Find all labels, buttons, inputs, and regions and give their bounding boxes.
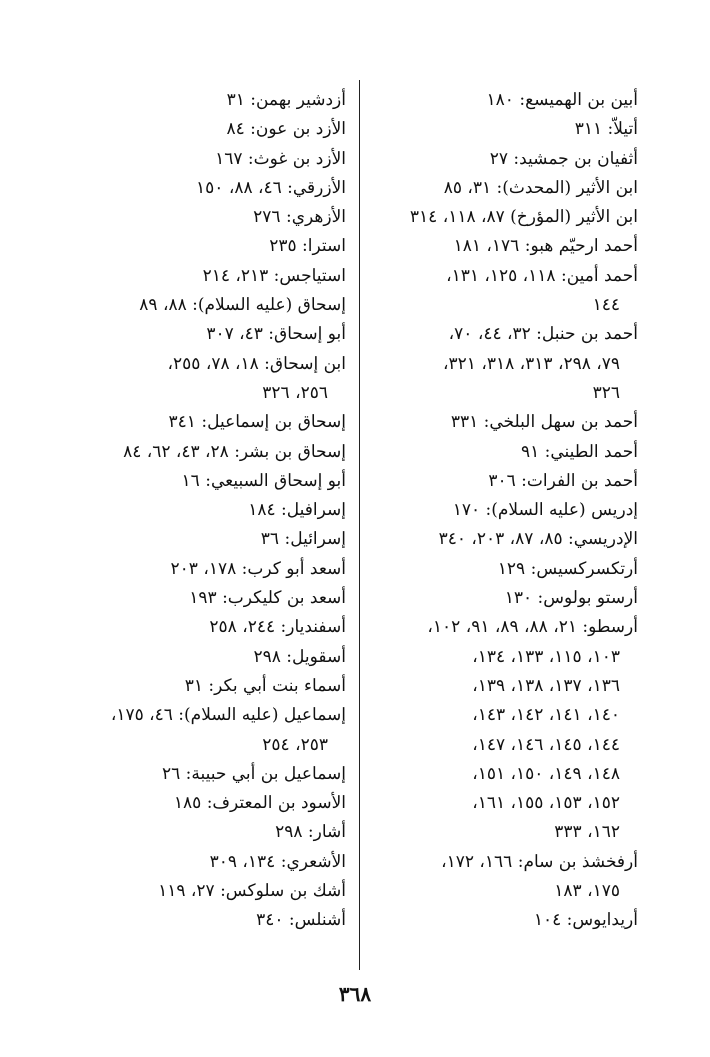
- index-entry: أبو إسحاق السبيعي: ١٦: [181, 470, 346, 491]
- index-entry: أثفيان بن جمشيد: ٢٧: [489, 148, 638, 169]
- index-entry: الأسود بن المعترف: ١٨٥: [173, 793, 346, 814]
- index-entry: أرسطو: ٢١، ٨٨، ٨٩، ٩١، ١٠٢،: [427, 617, 638, 638]
- column-divider: [359, 80, 360, 970]
- index-entry: إدريس (عليه السلام): ١٧٠: [452, 500, 638, 521]
- index-entry: أبو إسحاق: ٤٣، ٣٠٧: [206, 324, 346, 345]
- index-entry: إسماعيل بن أبي حبيبة: ٢٦: [161, 763, 346, 784]
- index-entry: أسعد بن كليكرب: ١٩٣: [189, 588, 346, 609]
- index-entry: إسحاق بن إسماعيل: ٣٤١: [168, 412, 346, 433]
- index-entry-continuation: ١٤٨، ١٤٩، ١٥٠، ١٥١،: [472, 763, 620, 784]
- index-entry: أسعد أبو كرب: ١٧٨، ٢٠٣: [170, 558, 346, 579]
- index-entry-continuation: ١٧٥، ١٨٣: [554, 881, 620, 902]
- index-entry: ابن إسحاق: ١٨، ٧٨، ٢٥٥،: [167, 353, 346, 374]
- index-entry-continuation: ٣٢٦: [592, 382, 620, 403]
- index-entry-continuation: ١٤٤، ١٤٥، ١٤٦، ١٤٧،: [472, 734, 620, 755]
- left-index-column: [78, 86, 346, 936]
- index-entry: الأزد بن عون: ٨٤: [226, 119, 346, 140]
- index-entry: أشنلس: ٣٤٠: [256, 910, 346, 931]
- index-entry: أسفنديار: ٢٤٤، ٢٥٨: [209, 617, 346, 638]
- index-entry-continuation: ١٠٣، ١١٥، ١٣٣، ١٣٤،: [472, 646, 620, 667]
- index-entry: أحمد الطيني: ٩١: [520, 441, 638, 462]
- index-entry: أتيلاّ: ٣١١: [574, 119, 638, 140]
- index-entry-continuation: ١٦٢، ٣٣٣: [554, 822, 620, 843]
- index-entry: أرتكسركسيس: ١٢٩: [497, 558, 638, 579]
- index-entry: أحمد بن الفرات: ٣٠٦: [488, 470, 638, 491]
- index-entry: استياجس: ٢١٣، ٢١٤: [202, 265, 346, 286]
- index-entry: الأزرقي: ٤٦، ٨٨، ١٥٠: [196, 177, 346, 198]
- index-entry: أحمد ارحيّم هبو: ١٧٦، ١٨١: [453, 236, 638, 257]
- index-entry: إسحاق بن بشر: ٢٨، ٤٣، ٦٢، ٨٤: [123, 441, 346, 462]
- right-index-column: [372, 86, 638, 936]
- index-entry: أحمد بن سهل البلخي: ٣٣١: [450, 412, 638, 433]
- index-entry: ابن الأثير (المؤرخ) ٨٧، ١١٨، ٣١٤: [409, 207, 638, 228]
- index-entry: إسرائيل: ٣٦: [260, 529, 346, 550]
- index-entry: الإدريسي: ٨٥، ٨٧، ٢٠٣، ٣٤٠: [438, 529, 638, 550]
- index-entry: الأشعري: ١٣٤، ٣٠٩: [209, 851, 346, 872]
- index-entry: إسماعيل (عليه السلام): ٤٦، ١٧٥،: [110, 705, 346, 726]
- index-entry: أسماء بنت أبي بكر: ٣١: [184, 675, 346, 696]
- index-entry: أسقويل: ٢٩٨: [253, 646, 346, 667]
- index-entry-continuation: ١٤٠، ١٤١، ١٤٢، ١٤٣،: [472, 705, 620, 726]
- index-entry: أحمد أمين: ١١٨، ١٢٥، ١٣١،: [446, 265, 638, 286]
- index-entry: إسرافيل: ١٨٤: [248, 500, 346, 521]
- index-entry: أزدشير بهمن: ٣١: [226, 90, 346, 110]
- index-entry: أحمد بن حنبل: ٣٢، ٤٤، ٧٠،: [448, 324, 638, 345]
- index-entry: استرا: ٢٣٥: [269, 236, 346, 257]
- index-entry-continuation: ١٣٦، ١٣٧، ١٣٨، ١٣٩،: [472, 675, 620, 696]
- index-entry: الأزد بن غوث: ١٦٧: [215, 148, 346, 169]
- index-entry-continuation: ٢٥٦، ٣٢٦: [262, 382, 328, 403]
- index-entry: الأزهري: ٢٧٦: [253, 207, 346, 228]
- index-entry-continuation: ١٤٤: [592, 295, 620, 316]
- index-entry-continuation: ١٥٢، ١٥٣، ١٥٥، ١٦١،: [472, 793, 620, 814]
- index-entry: إسحاق (عليه السلام): ٨٨، ٨٩: [139, 295, 346, 316]
- page-number: ٣٦٨: [338, 982, 372, 1006]
- index-entry-continuation: ٧٩، ٢٩٨، ٣١٣، ٣١٨، ٣٢١،: [443, 353, 620, 374]
- index-entry: أرفخشذ بن سام: ١٦٦، ١٧٢،: [441, 851, 638, 872]
- index-entry: أريدايوس: ١٠٤: [533, 910, 638, 931]
- index-entry: أشك بن سلوكس: ٢٧، ١١٩: [158, 881, 346, 902]
- index-entry: أرستو بولوس: ١٣٠: [504, 588, 638, 609]
- index-entry-continuation: ٢٥٣، ٢٥٤: [262, 734, 328, 755]
- index-entry: أشار: ٢٩٨: [275, 822, 346, 843]
- index-entry: أبين بن الهميسع: ١٨٠: [486, 90, 638, 110]
- index-entry: ابن الأثير (المحدث): ٣١، ٨٥: [443, 177, 638, 198]
